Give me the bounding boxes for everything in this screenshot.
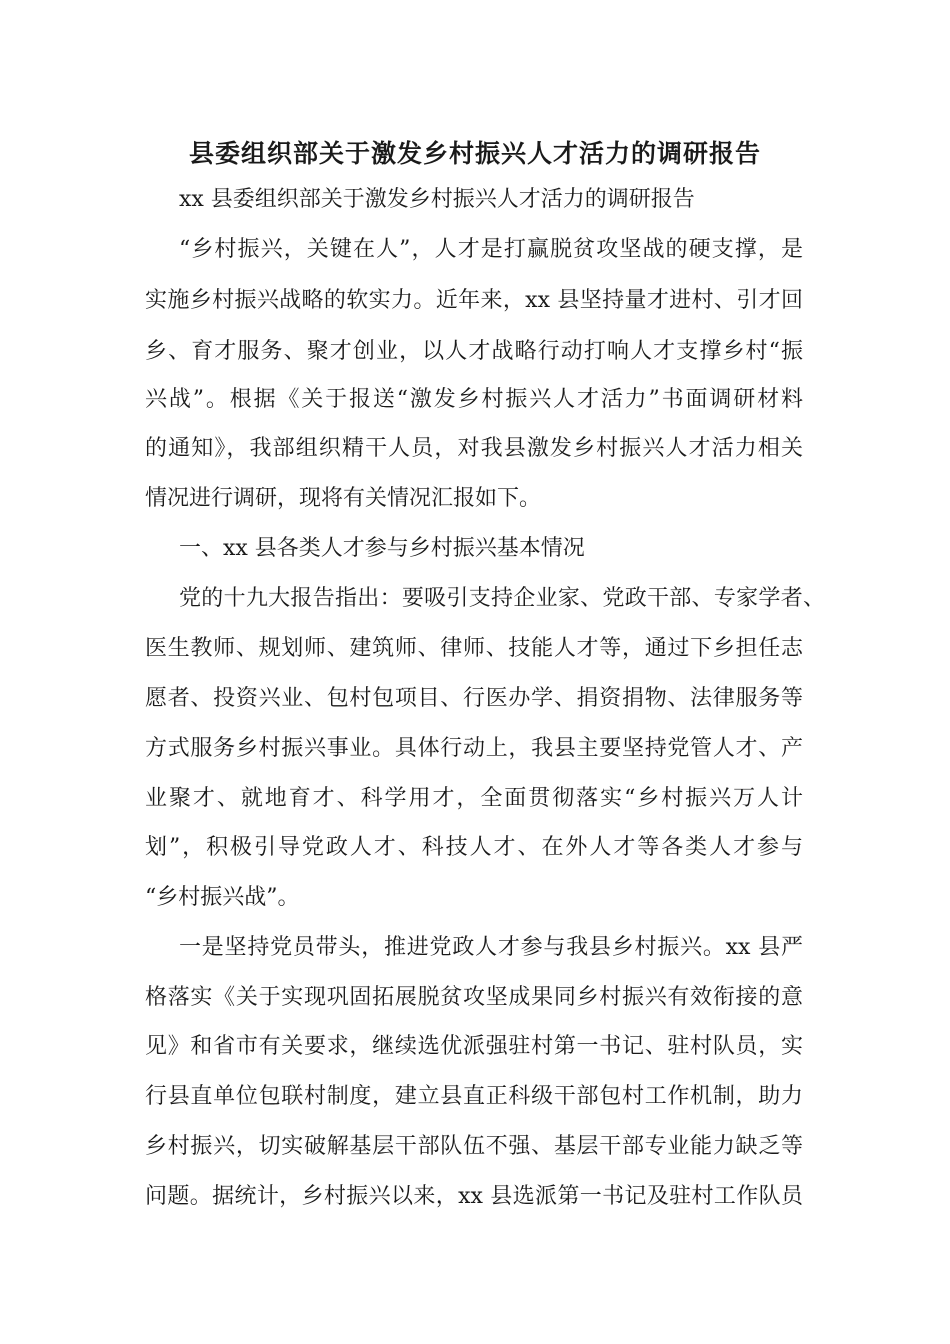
paragraph-line: 愿者、投资兴业、包村包项目、行医办学、捐资捐物、法律服务等	[145, 686, 803, 711]
paragraph-line: 一是坚持党员带头，推进党政人才参与我县乡村振兴。xx 县严	[179, 935, 803, 960]
paragraph-line: 划”，积极引导党政人才、科技人才、在外人才等各类人才参与	[145, 835, 803, 860]
paragraph-line: 乡、育才服务、聚才创业，以人才战略行动打响人才支撑乡村“振	[145, 339, 803, 364]
paragraph-line: 问题。据统计，乡村振兴以来，xx 县选派第一书记及驻村工作队员	[145, 1184, 803, 1209]
paragraph-line: 乡村振兴，切实破解基层干部队伍不强、基层干部专业能力缺乏等	[145, 1134, 803, 1159]
paragraph-line: 格落实《关于实现巩固拓展脱贫攻坚成果同乡村振兴有效衔接的意	[145, 985, 803, 1010]
paragraph-line: 行县直单位包联村制度，建立县直正科级干部包村工作机制，助力	[145, 1084, 803, 1109]
paragraph-line: 兴战”。根据《关于报送“激发乡村振兴人才活力”书面调研材料	[145, 387, 803, 412]
paragraph-line: 党的十九大报告指出：要吸引支持企业家、党政干部、专家学者、	[179, 586, 825, 611]
paragraph-line: 医生教师、规划师、建筑师、律师、技能人才等，通过下乡担任志	[145, 636, 803, 661]
paragraph-line: 见》和省市有关要求，继续选优派强驻村第一书记、驻村队员，实	[145, 1034, 803, 1059]
paragraph-line: 情况进行调研，现将有关情况汇报如下。	[145, 486, 542, 511]
paragraph-line: 业聚才、就地育才、科学用才，全面贯彻落实“乡村振兴万人计	[145, 786, 803, 811]
paragraph-line: “乡村振兴战”。	[145, 885, 300, 910]
paragraph-line: “乡村振兴，关键在人”，人才是打赢脱贫攻坚战的硬支撑，是	[179, 237, 803, 262]
section-heading: 一、xx 县各类人才参与乡村振兴基本情况	[179, 536, 585, 561]
subtitle-line: xx 县委组织部关于激发乡村振兴人才活力的调研报告	[179, 187, 695, 212]
paragraph-line: 实施乡村振兴战略的软实力。近年来，xx 县坚持量才进村、引才回	[145, 288, 803, 313]
paragraph-line: 的通知》，我部组织精干人员，对我县激发乡村振兴人才活力相关	[145, 436, 803, 461]
document-title: 县委组织部关于激发乡村振兴人才活力的调研报告	[188, 139, 761, 168]
paragraph-line: 方式服务乡村振兴事业。具体行动上，我县主要坚持党管人才、产	[145, 736, 803, 761]
